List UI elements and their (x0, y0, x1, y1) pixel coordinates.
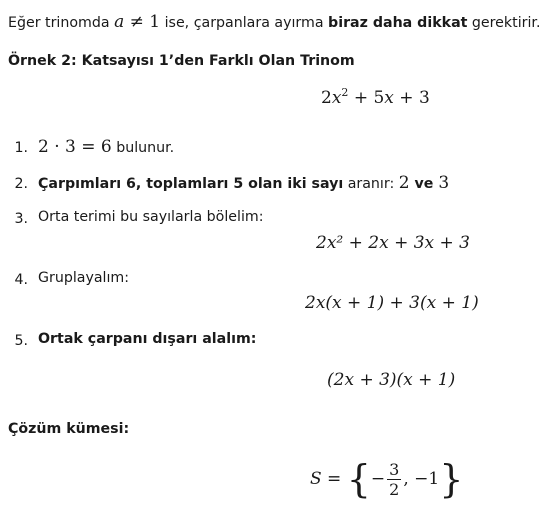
step-2-number: 2. (14, 176, 28, 192)
main-expression (321, 88, 430, 108)
step-3-text: Orta terimi bu sayılarla bölelim: (38, 209, 264, 225)
step-2-label: aranır: (343, 176, 399, 192)
intro-pre: Eğer trinomda (8, 15, 115, 31)
step-2-math-1: 2 (398, 173, 410, 193)
step-4-number: 4. (14, 272, 28, 288)
step-3-expression: 2x² + 2x + 3x + 3 (316, 233, 470, 253)
step-1-number: 1. (14, 140, 28, 156)
step-2-and: ve (409, 176, 439, 192)
step-2-bold: Çarpımları 6, toplamları 5 olan iki sayı (38, 176, 344, 192)
solution-title-text: Çözüm kümesi: (8, 421, 130, 437)
main-expr-plus1: + 5 (348, 88, 385, 108)
solution-open-brace: { (346, 457, 371, 501)
solution-minus: − (370, 469, 386, 489)
fraction-denominator: 2 (389, 479, 400, 499)
main-expr-plus2: + 3 (393, 88, 430, 108)
step-5-number: 5. (14, 333, 28, 349)
step-5-bold: Ortak çarpanı dışarı alalım: (38, 331, 257, 347)
intro-math-neq: ≠ 1 (124, 12, 161, 32)
solution-second-root: , −1 (403, 469, 440, 489)
solution-close-brace: } (439, 457, 464, 501)
intro-text (8, 12, 540, 32)
example-title (8, 53, 355, 69)
step-4-expression: 2x(x + 1) + 3(x + 1) (305, 293, 479, 313)
main-expr-exp: 2 (341, 86, 349, 99)
solution-set (310, 453, 463, 505)
solution-fraction (387, 460, 401, 499)
step-5-expression: (2x + 3)(x + 1) (327, 370, 456, 390)
solution-lhs: S (310, 469, 322, 489)
step-5-text (38, 331, 256, 347)
solution-title (8, 421, 129, 437)
intro-math-a: a (114, 12, 125, 32)
step-1-label: bulunur. (111, 140, 175, 156)
step-4-text: Gruplayalım: (38, 270, 130, 286)
step-2-text (38, 173, 449, 193)
example-title-text: Örnek 2: Katsayısı 1’den Farklı Olan Trinom (8, 53, 355, 69)
intro-mid: ise, çarpanlara ayırma (160, 15, 329, 31)
step-2-math-2: 3 (438, 173, 450, 193)
intro-bold: biraz daha dikkat (328, 15, 468, 31)
intro-post: gerektirir. (467, 15, 540, 31)
main-expr-x2: x (384, 88, 394, 108)
main-expr-coef: 2 (321, 88, 332, 108)
step-1-text (38, 137, 174, 157)
main-expr-x1: x (331, 88, 342, 108)
step-3-number: 3. (14, 211, 28, 227)
solution-equals: = (321, 469, 347, 489)
intro-math (114, 12, 160, 32)
step-1-math: 2 · 3 = 6 (38, 137, 112, 157)
fraction-numerator: 3 (389, 459, 400, 479)
